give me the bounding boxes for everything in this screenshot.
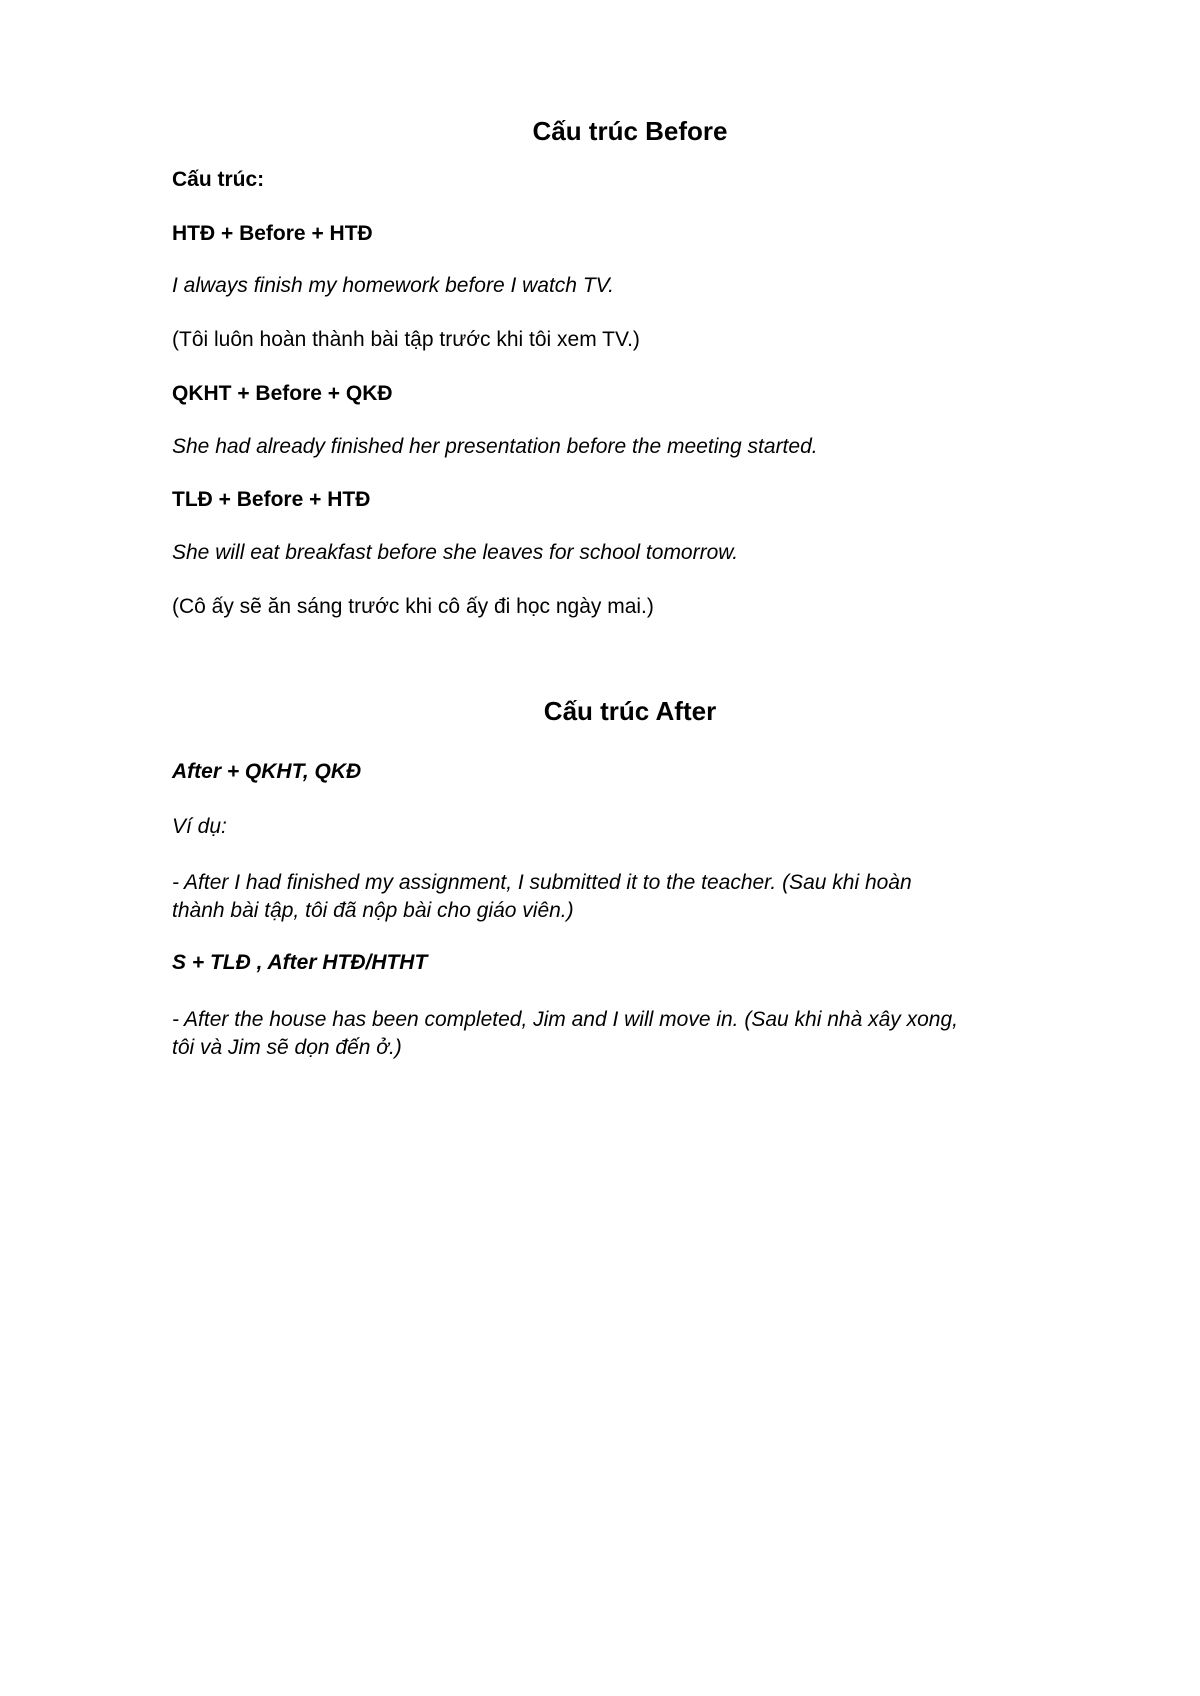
before-example-2: She had already finished her presentation before the meeting started. [172,435,818,458]
before-heading: Cấu trúc Before [532,116,728,146]
after-example-1-line-1: - After I had finished my assignment, I submitted it to the teacher. (Sau khi hoàn [172,871,912,894]
after-example-2-line-2: tôi và Jim sẽ dọn đến ở.) [172,1036,402,1059]
before-example-3: She will eat breakfast before she leaves for school tomorrow. [172,541,739,564]
before-translation-1: (Tôi luôn hoàn thành bài tập trước khi tôi xem TV.) [172,328,640,351]
after-formula-1: After + QKHT, QKĐ [172,760,362,783]
after-example-2-line-1: - After the house has been completed, Jim and I will move in. (Sau khi nhà xây xong, [172,1008,958,1031]
before-formula-2: QKHT + Before + QKĐ [172,382,393,405]
before-translation-3: (Cô ấy sẽ ăn sáng trước khi cô ấy đi học ngày mai.) [172,595,654,618]
after-heading: Cấu trúc After [543,696,717,726]
after-example-1-line-2: thành bài tập, tôi đã nộp bài cho giáo viên.) [172,899,574,922]
before-formula-1: HTĐ + Before + HTĐ [172,222,373,245]
before-formula-3: TLĐ + Before + HTĐ [172,488,371,511]
structure-label: Cấu trúc: [172,168,265,191]
before-example-1: I always finish my homework before I watch TV. [172,274,614,297]
example-label: Ví dụ: [172,815,227,838]
after-formula-2: S + TLĐ , After HTĐ/HTHT [172,951,428,974]
